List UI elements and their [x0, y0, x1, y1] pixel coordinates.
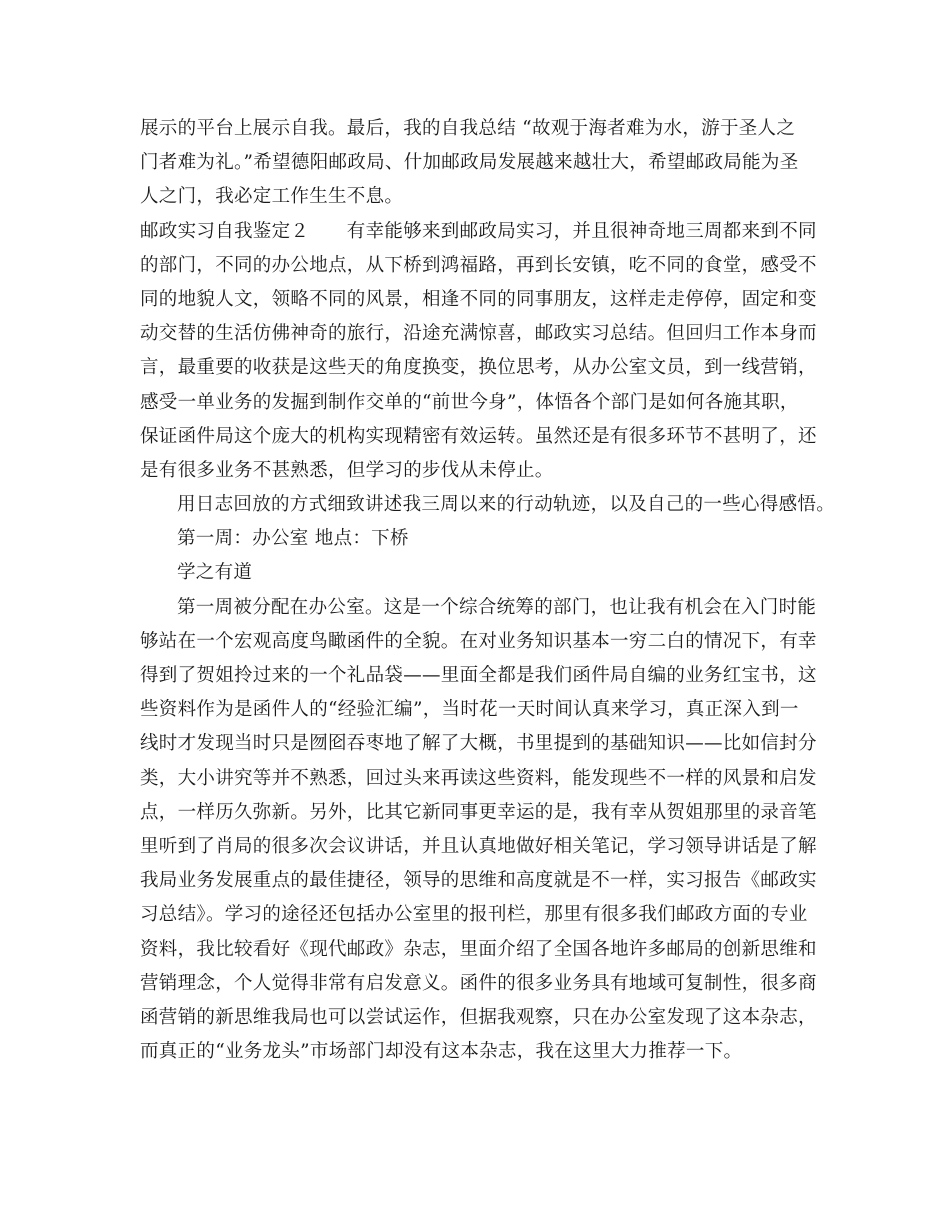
text-line: 用日志回放的方式细致讲述我三周以来的行动轨迹，以及自己的一些心得感悟。 — [177, 494, 836, 516]
week-heading: 第一周：办公室 地点：下桥 — [177, 528, 409, 550]
text-line: 我局业务发展重点的最佳捷径，领导的思维和高度就是不一样，实习报告《邮政实 — [140, 870, 817, 892]
text-line: 资料，我比较看好《现代邮政》杂志，里面介绍了全国各地许多邮局的创新思维和 — [140, 938, 817, 960]
text-line: 第一周被分配在办公室。这是一个综合统筹的部门，也让我有机会在入门时能 — [177, 596, 817, 618]
text-line: 同的地貌人文，领略不同的风景，相逢不同的同事朋友，这样走走停停，固定和变 — [140, 288, 817, 310]
text-line: 够站在一个宏观高度鸟瞰函件的全貌。在对业务知识基本一穷二白的情况下，有幸 — [140, 630, 817, 652]
text-line: 类，大小讲究等并不熟悉，回过头来再读这些资料，能发现些不一样的风景和启发 — [140, 767, 817, 789]
text-line: 人之门，我必定工作生生不息。 — [140, 186, 404, 208]
text-line: 些资料作为是函件人的“经验汇编”，当时花一天时间认真来学习，真正深入到一 — [140, 699, 799, 721]
text-line: 感受一单业务的发掘到制作交单的“前世今身”，体悟各个部门是如何各施其职， — [140, 391, 799, 413]
text-line: 是有很多业务不甚熟悉，但学习的步伐从未停止。 — [140, 459, 554, 481]
text-line: 函营销的新思维我局也可以尝试运作，但据我观察，只在办公室发现了这本杂志， — [140, 1006, 817, 1028]
text-line: 动交替的生活仿佛神奇的旅行，沿途充满惊喜，邮政实习总结。但回归工作本身而 — [140, 323, 817, 345]
text-line: 言，最重要的收获是这些天的角度换变，换位思考，从办公室文员，到一线营销， — [140, 357, 817, 379]
text-line: 门者难为礼。”希望德阳邮政局、什加邮政局发展越来越壮大，希望邮政局能为圣 — [140, 152, 799, 174]
section-heading-line: 邮政实习自我鉴定２ 有幸能够来到邮政局实习，并且很神奇地三周都来到不同 — [140, 220, 817, 242]
document-body — [140, 112, 836, 1069]
text-line: 营销理念，个人觉得非常有启发意义。函件的很多业务具有地域可复制性，很多商 — [140, 972, 817, 994]
text-line: 点，一样历久弥新。另外，比其它新同事更幸运的是，我有幸从贺姐那里的录音笔 — [140, 801, 817, 823]
text-line: 得到了贺姐拎过来的一个礼品袋——里面全都是我们函件局自编的业务红宝书，这 — [140, 665, 817, 686]
text-line: 里听到了肖局的很多次会议讲话，并且认真地做好相关笔记，学习领导讲话是了解 — [140, 835, 817, 857]
text-line: 保证函件局这个庞大的机构实现精密有效运转。虽然还是有很多环节不甚明了，还 — [140, 425, 817, 447]
text-line: 而真正的“业务龙头”市场部门却没有这本杂志，我在这里大力推荐一下。 — [140, 1041, 743, 1063]
text-line: 线时才发现当时只是囫囵吞枣地了解了大概，书里提到的基础知识——比如信封分 — [140, 733, 817, 755]
text-line: 的部门，不同的办公地点，从下桥到鸿福路，再到长安镇，吃不同的食堂，感受不 — [140, 254, 817, 276]
sub-heading: 学之有道 — [177, 562, 253, 584]
text-line: 习总结》。学习的途径还包括办公室里的报刊栏，那里有很多我们邮政方面的专业 — [140, 904, 808, 926]
text-line: 展示的平台上展示自我。最后，我的自我总结 “故观于海者难为水，游于圣人之 — [140, 118, 796, 139]
